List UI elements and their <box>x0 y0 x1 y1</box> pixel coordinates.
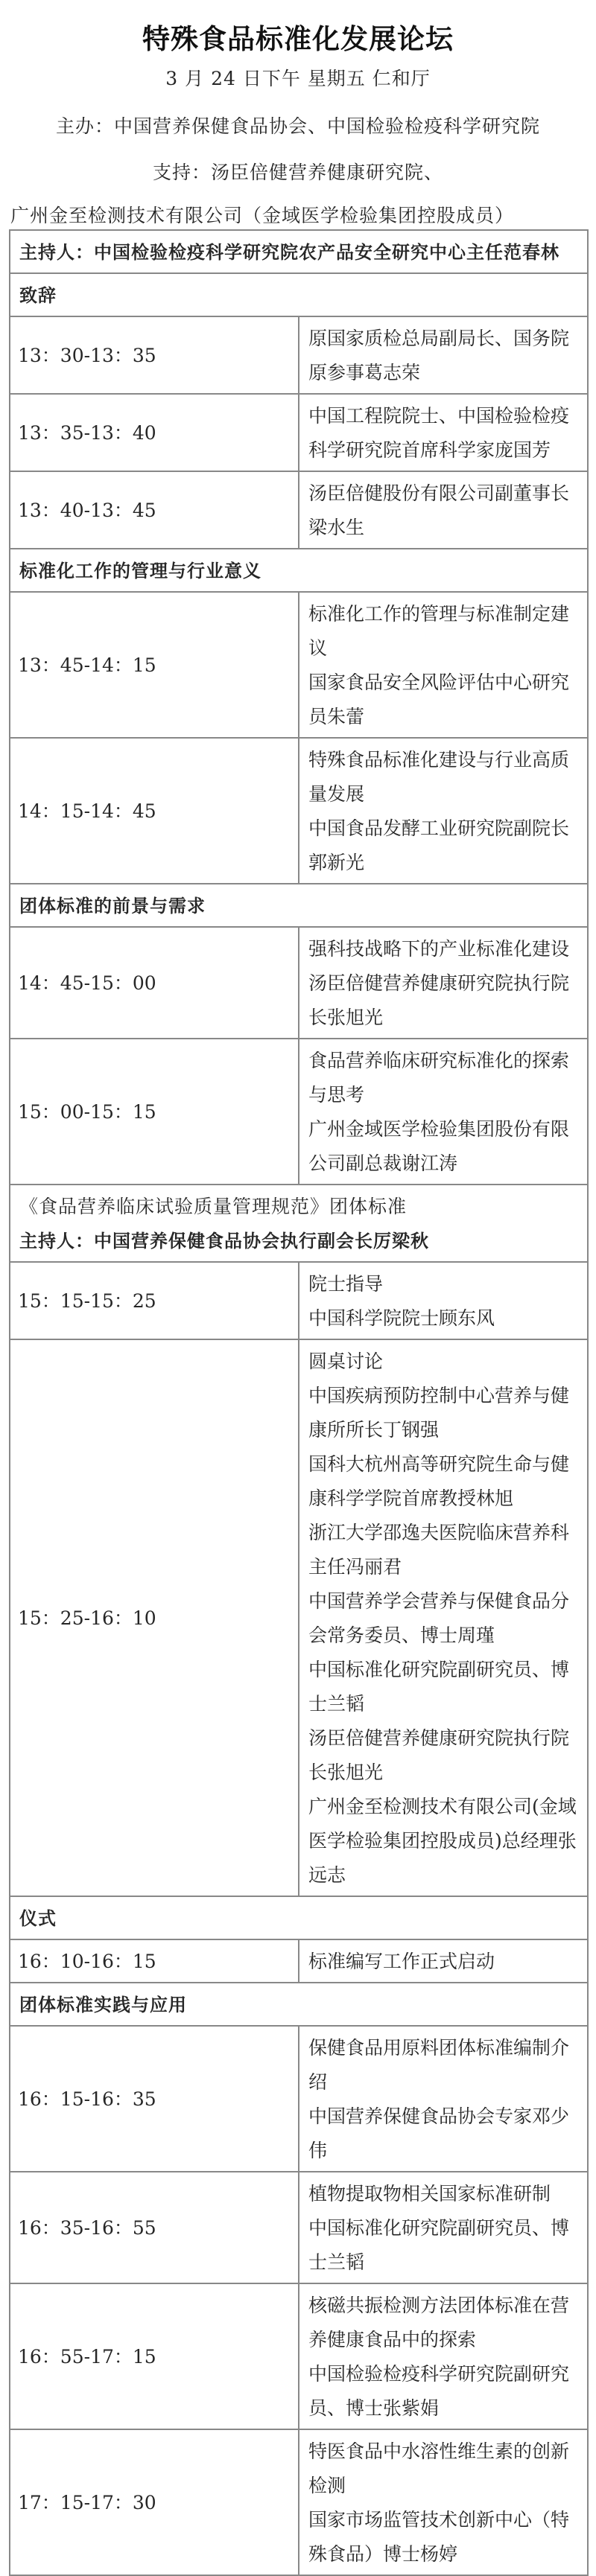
topic-line: 食品营养临床研究标准化的探索与思考 <box>308 1050 570 1106</box>
section-ceremony: 仪式 <box>10 1896 588 1939</box>
section-clinical: 《食品营养临床试验质量管理规范》团体标准 <box>19 1196 408 1217</box>
section-management: 标准化工作的管理与行业意义 <box>10 549 588 592</box>
table-row <box>10 592 588 738</box>
topic-line: 特医食品中水溶性维生素的创新检测 <box>308 2440 570 2496</box>
table-row <box>10 2026 588 2172</box>
content-cell <box>299 1039 588 1185</box>
supporter-line: 支持：汤臣倍健营养健康研究院、 <box>152 162 443 183</box>
panelist-line: 中国营养学会营养与保健食品分会常务委员、博士周瑾 <box>308 1590 570 1646</box>
time-cell: 13：40-13：45 <box>10 471 299 549</box>
table-row <box>10 1262 588 1339</box>
organizer-line: 主办：中国营养保健食品协会、中国检验检疫科学研究院 <box>55 115 540 137</box>
table-row <box>10 471 588 549</box>
speaker-line: 广州金域医学检验集团股份有限公司副总裁谢江涛 <box>308 1118 570 1174</box>
time-cell: 16：55-17：15 <box>10 2283 299 2429</box>
supporter-line-continued: 广州金至检测技术有限公司（金域医学检验集团控股成员） <box>10 205 515 226</box>
panelist-line: 国科大杭州高等研究院生命与健康科学学院首席教授林旭 <box>308 1453 570 1509</box>
time-cell: 14：15-14：45 <box>10 738 299 884</box>
host-row <box>10 230 588 273</box>
table-row <box>10 1939 588 1983</box>
topic-line: 标准化工作的管理与标准制定建议 <box>308 603 570 659</box>
speaker-line: 汤臣倍健营养健康研究院执行院长张旭光 <box>308 972 570 1028</box>
topic-line: 强科技战略下的产业标准化建设 <box>308 938 570 960</box>
content-cell <box>299 738 588 884</box>
content-line: 原国家质检总局副局长、国务院原参事葛志荣 <box>308 328 570 383</box>
agenda-table <box>9 229 589 2576</box>
speaker-line: 中国检验检疫科学研究院副研究员、博士张紫娟 <box>308 2363 570 2419</box>
time-cell: 13：45-14：15 <box>10 592 299 738</box>
speaker-line: 中国营养保健食品协会专家邓少伟 <box>308 2105 570 2161</box>
time-cell: 13：35-13：40 <box>10 394 299 471</box>
content-cell <box>299 1939 588 1983</box>
panelist-line: 浙江大学邵逸夫医院临床营养科主任冯丽君 <box>308 1522 570 1578</box>
event-date-venue: 3 月 24 日下午 星期五 仁和厅 <box>165 68 431 89</box>
section-row <box>10 273 588 316</box>
speaker-line: 中国科学院院士顾东风 <box>308 1307 495 1329</box>
topic-line: 植物提取物相关国家标准研制 <box>308 2183 551 2204</box>
host-label: 主持人：中国营养保健食品协会执行副会长厉梁秋 <box>19 1231 429 1252</box>
time-cell: 15：25-16：10 <box>10 1339 299 1896</box>
content-cell <box>299 2172 588 2283</box>
table-row <box>10 1039 588 1185</box>
speaker-line: 国家市场监管技术创新中心（特殊食品）博士杨婷 <box>308 2509 570 2565</box>
section-row <box>10 1185 588 1262</box>
topic-line: 特殊食品标准化建设与行业高质量发展 <box>308 749 570 805</box>
panelist-line: 中国疾病预防控制中心营养与健康所所长丁钢强 <box>308 1385 570 1441</box>
content-cell <box>299 2429 588 2575</box>
topic-line: 圆桌讨论 <box>308 1351 384 1372</box>
section-row <box>10 1896 588 1939</box>
content-cell <box>299 2283 588 2429</box>
time-cell: 16：10-16：15 <box>10 1939 299 1983</box>
section-opening: 致辞 <box>10 273 588 316</box>
page-title: 特殊食品标准化发展论坛 <box>142 22 454 55</box>
panelist-line: 汤臣倍健营养健康研究院执行院长张旭光 <box>308 1727 570 1783</box>
content-cell <box>299 592 588 738</box>
speaker-line: 国家食品安全风险评估中心研究员朱蕾 <box>308 672 570 727</box>
content-cell <box>299 927 588 1039</box>
content-cell <box>299 1262 588 1339</box>
topic-line: 保健食品用原料团体标准编制介绍 <box>308 2037 570 2093</box>
section-row <box>10 549 588 592</box>
content-cell <box>299 471 588 549</box>
content-line: 标准编写工作正式启动 <box>308 1951 495 1972</box>
speaker-line: 中国食品发酵工业研究院副院长郭新光 <box>308 817 570 873</box>
table-row <box>10 2429 588 2575</box>
time-cell: 14：45-15：00 <box>10 927 299 1039</box>
time-cell: 16：15-16：35 <box>10 2026 299 2172</box>
table-row <box>10 1339 588 1896</box>
time-cell: 15：15-15：25 <box>10 1262 299 1339</box>
time-cell: 16：35-16：55 <box>10 2172 299 2283</box>
time-cell: 17：15-17：30 <box>10 2429 299 2575</box>
table-row <box>10 316 588 394</box>
content-line: 中国工程院院士、中国检验检疫科学研究院首席科学家庞国芳 <box>308 405 570 461</box>
speaker-line: 中国标准化研究院副研究员、博士兰韬 <box>308 2217 570 2273</box>
content-line: 汤臣倍健股份有限公司副董事长梁水生 <box>308 482 570 538</box>
panelist-line: 中国标准化研究院副研究员、博士兰韬 <box>308 1659 570 1715</box>
table-row <box>10 738 588 884</box>
time-cell: 13：30-13：35 <box>10 316 299 394</box>
section-row <box>10 884 588 927</box>
host-label: 主持人：中国检验检疫科学研究院农产品安全研究中心主任范春林 <box>10 230 588 273</box>
table-row <box>10 927 588 1039</box>
table-row <box>10 2283 588 2429</box>
section-practice: 团体标准实践与应用 <box>10 1983 588 2026</box>
content-cell <box>299 394 588 471</box>
topic-line: 院士指导 <box>308 1273 384 1295</box>
table-row <box>10 394 588 471</box>
table-row <box>10 2172 588 2283</box>
content-cell <box>299 1339 588 1896</box>
time-cell: 15：00-15：15 <box>10 1039 299 1185</box>
section-row <box>10 1983 588 2026</box>
topic-line: 核磁共振检测方法团体标准在营养健康食品中的探索 <box>308 2295 570 2350</box>
content-cell <box>299 2026 588 2172</box>
section-prospect: 团体标准的前景与需求 <box>10 884 588 927</box>
panelist-line: 广州金至检测技术有限公司(金域医学检验集团控股成员)总经理张远志 <box>308 1796 577 1886</box>
content-cell <box>299 316 588 394</box>
